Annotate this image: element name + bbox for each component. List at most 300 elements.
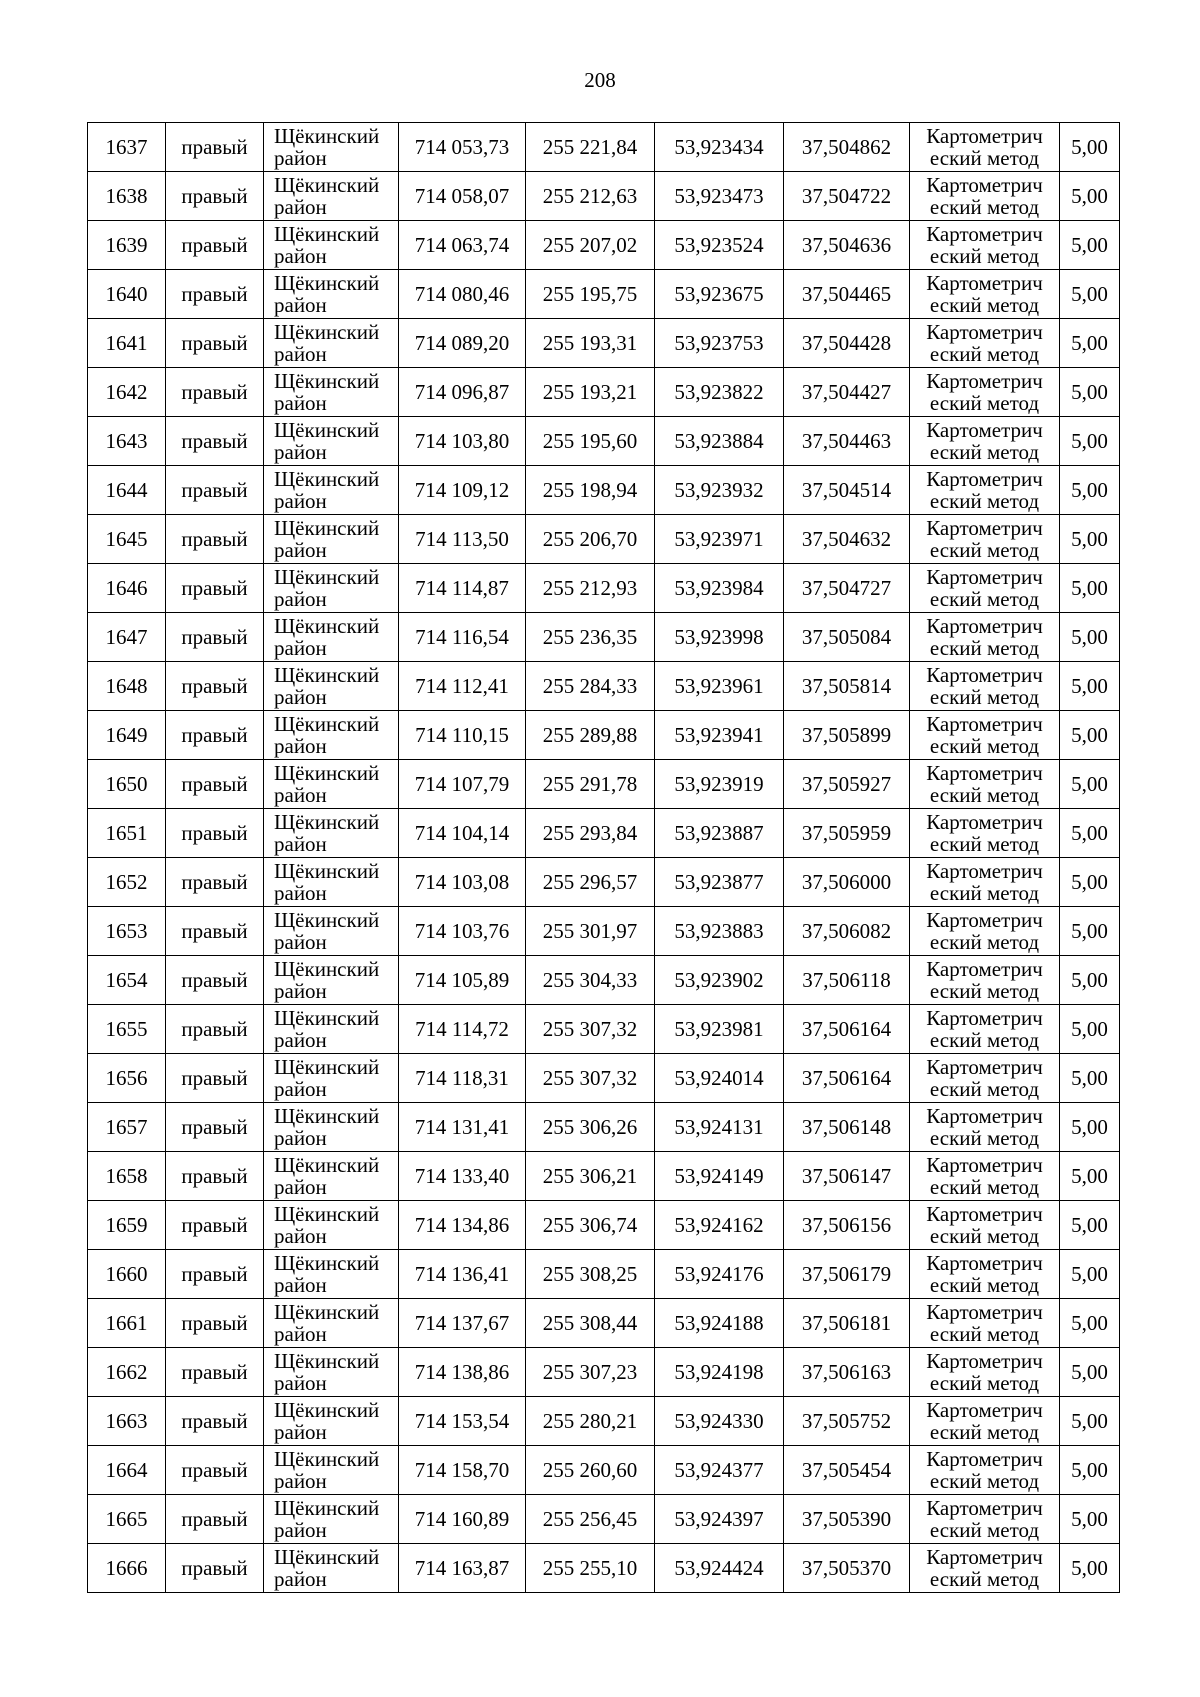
latitude-cell: 53,923932 (655, 466, 784, 515)
point-number-cell: 1642 (88, 368, 166, 417)
x-coordinate-cell: 714 134,86 (399, 1201, 526, 1250)
y-coordinate-cell: 255 307,32 (526, 1005, 655, 1054)
longitude-cell: 37,505084 (784, 613, 910, 662)
latitude-cell: 53,923998 (655, 613, 784, 662)
latitude-cell: 53,923883 (655, 907, 784, 956)
y-coordinate-cell: 255 308,25 (526, 1250, 655, 1299)
x-coordinate-cell: 714 137,67 (399, 1299, 526, 1348)
method-cell: Картометрич еский метод (910, 1348, 1060, 1397)
district-cell: Щёкинский район (264, 221, 399, 270)
district-cell: Щёкинский район (264, 466, 399, 515)
district-cell: Щёкинский район (264, 123, 399, 172)
point-number-cell: 1651 (88, 809, 166, 858)
x-coordinate-cell: 714 053,73 (399, 123, 526, 172)
point-number-cell: 1650 (88, 760, 166, 809)
accuracy-cell: 5,00 (1060, 858, 1120, 907)
longitude-cell: 37,504632 (784, 515, 910, 564)
method-cell: Картометрич еский метод (910, 172, 1060, 221)
y-coordinate-cell: 255 193,21 (526, 368, 655, 417)
method-cell: Картометрич еский метод (910, 417, 1060, 466)
table-row (88, 662, 1120, 711)
district-cell: Щёкинский район (264, 1544, 399, 1593)
point-number-cell: 1644 (88, 466, 166, 515)
method-cell: Картометрич еский метод (910, 270, 1060, 319)
accuracy-cell: 5,00 (1060, 1005, 1120, 1054)
accuracy-cell: 5,00 (1060, 613, 1120, 662)
point-number-cell: 1657 (88, 1103, 166, 1152)
point-number-cell: 1666 (88, 1544, 166, 1593)
longitude-cell: 37,506000 (784, 858, 910, 907)
x-coordinate-cell: 714 107,79 (399, 760, 526, 809)
longitude-cell: 37,505454 (784, 1446, 910, 1495)
y-coordinate-cell: 255 293,84 (526, 809, 655, 858)
table-row (88, 1250, 1120, 1299)
latitude-cell: 53,924176 (655, 1250, 784, 1299)
accuracy-cell: 5,00 (1060, 1103, 1120, 1152)
accuracy-cell: 5,00 (1060, 1201, 1120, 1250)
district-cell: Щёкинский район (264, 907, 399, 956)
y-coordinate-cell: 255 212,63 (526, 172, 655, 221)
accuracy-cell: 5,00 (1060, 319, 1120, 368)
latitude-cell: 53,924198 (655, 1348, 784, 1397)
table-row (88, 1446, 1120, 1495)
bank-side-cell: правый (166, 956, 264, 1005)
longitude-cell: 37,505752 (784, 1397, 910, 1446)
x-coordinate-cell: 714 110,15 (399, 711, 526, 760)
bank-side-cell: правый (166, 1495, 264, 1544)
y-coordinate-cell: 255 284,33 (526, 662, 655, 711)
method-cell: Картометрич еский метод (910, 858, 1060, 907)
point-number-cell: 1665 (88, 1495, 166, 1544)
point-number-cell: 1659 (88, 1201, 166, 1250)
bank-side-cell: правый (166, 907, 264, 956)
latitude-cell: 53,923877 (655, 858, 784, 907)
longitude-cell: 37,506082 (784, 907, 910, 956)
latitude-cell: 53,923961 (655, 662, 784, 711)
table-row (88, 1348, 1120, 1397)
accuracy-cell: 5,00 (1060, 907, 1120, 956)
latitude-cell: 53,923984 (655, 564, 784, 613)
district-cell: Щёкинский район (264, 760, 399, 809)
point-number-cell: 1640 (88, 270, 166, 319)
point-number-cell: 1647 (88, 613, 166, 662)
accuracy-cell: 5,00 (1060, 1299, 1120, 1348)
longitude-cell: 37,504514 (784, 466, 910, 515)
point-number-cell: 1646 (88, 564, 166, 613)
method-cell: Картометрич еский метод (910, 515, 1060, 564)
method-cell: Картометрич еский метод (910, 1397, 1060, 1446)
coordinates-table (87, 122, 1120, 1593)
accuracy-cell: 5,00 (1060, 1544, 1120, 1593)
district-cell: Щёкинский район (264, 515, 399, 564)
longitude-cell: 37,506163 (784, 1348, 910, 1397)
x-coordinate-cell: 714 114,87 (399, 564, 526, 613)
bank-side-cell: правый (166, 1544, 264, 1593)
table-row (88, 221, 1120, 270)
x-coordinate-cell: 714 114,72 (399, 1005, 526, 1054)
longitude-cell: 37,504463 (784, 417, 910, 466)
bank-side-cell: правый (166, 1054, 264, 1103)
point-number-cell: 1660 (88, 1250, 166, 1299)
x-coordinate-cell: 714 158,70 (399, 1446, 526, 1495)
district-cell: Щёкинский район (264, 613, 399, 662)
table-row (88, 956, 1120, 1005)
table-row (88, 1005, 1120, 1054)
y-coordinate-cell: 255 260,60 (526, 1446, 655, 1495)
y-coordinate-cell: 255 306,74 (526, 1201, 655, 1250)
method-cell: Картометрич еский метод (910, 368, 1060, 417)
table-body (88, 123, 1120, 1593)
district-cell: Щёкинский район (264, 319, 399, 368)
accuracy-cell: 5,00 (1060, 172, 1120, 221)
latitude-cell: 53,923753 (655, 319, 784, 368)
page-number: 208 (584, 68, 616, 92)
latitude-cell: 53,923981 (655, 1005, 784, 1054)
table-row (88, 1152, 1120, 1201)
accuracy-cell: 5,00 (1060, 956, 1120, 1005)
bank-side-cell: правый (166, 466, 264, 515)
district-cell: Щёкинский район (264, 172, 399, 221)
y-coordinate-cell: 255 236,35 (526, 613, 655, 662)
district-cell: Щёкинский район (264, 956, 399, 1005)
accuracy-cell: 5,00 (1060, 1250, 1120, 1299)
method-cell: Картометрич еский метод (910, 1152, 1060, 1201)
point-number-cell: 1649 (88, 711, 166, 760)
table-row (88, 515, 1120, 564)
longitude-cell: 37,504465 (784, 270, 910, 319)
table-row (88, 1544, 1120, 1593)
latitude-cell: 53,924188 (655, 1299, 784, 1348)
method-cell: Картометрич еский метод (910, 711, 1060, 760)
latitude-cell: 53,923941 (655, 711, 784, 760)
method-cell: Картометрич еский метод (910, 221, 1060, 270)
accuracy-cell: 5,00 (1060, 368, 1120, 417)
table-row (88, 1103, 1120, 1152)
longitude-cell: 37,506181 (784, 1299, 910, 1348)
method-cell: Картометрич еский метод (910, 1005, 1060, 1054)
district-cell: Щёкинский район (264, 809, 399, 858)
method-cell: Картометрич еский метод (910, 1201, 1060, 1250)
longitude-cell: 37,505899 (784, 711, 910, 760)
point-number-cell: 1637 (88, 123, 166, 172)
bank-side-cell: правый (166, 711, 264, 760)
latitude-cell: 53,923971 (655, 515, 784, 564)
method-cell: Картометрич еский метод (910, 1446, 1060, 1495)
district-cell: Щёкинский район (264, 564, 399, 613)
y-coordinate-cell: 255 212,93 (526, 564, 655, 613)
method-cell: Картометрич еский метод (910, 319, 1060, 368)
longitude-cell: 37,506164 (784, 1005, 910, 1054)
x-coordinate-cell: 714 103,08 (399, 858, 526, 907)
accuracy-cell: 5,00 (1060, 1054, 1120, 1103)
bank-side-cell: правый (166, 1446, 264, 1495)
x-coordinate-cell: 714 136,41 (399, 1250, 526, 1299)
x-coordinate-cell: 714 058,07 (399, 172, 526, 221)
y-coordinate-cell: 255 193,31 (526, 319, 655, 368)
accuracy-cell: 5,00 (1060, 1495, 1120, 1544)
point-number-cell: 1662 (88, 1348, 166, 1397)
bank-side-cell: правый (166, 1299, 264, 1348)
bank-side-cell: правый (166, 1152, 264, 1201)
x-coordinate-cell: 714 104,14 (399, 809, 526, 858)
x-coordinate-cell: 714 163,87 (399, 1544, 526, 1593)
district-cell: Щёкинский район (264, 1299, 399, 1348)
bank-side-cell: правый (166, 1103, 264, 1152)
y-coordinate-cell: 255 198,94 (526, 466, 655, 515)
longitude-cell: 37,506156 (784, 1201, 910, 1250)
table-row (88, 123, 1120, 172)
table-row (88, 613, 1120, 662)
bank-side-cell: правый (166, 221, 264, 270)
bank-side-cell: правый (166, 319, 264, 368)
table-row (88, 1495, 1120, 1544)
district-cell: Щёкинский район (264, 711, 399, 760)
point-number-cell: 1648 (88, 662, 166, 711)
method-cell: Картометрич еский метод (910, 662, 1060, 711)
method-cell: Картометрич еский метод (910, 1250, 1060, 1299)
point-number-cell: 1639 (88, 221, 166, 270)
method-cell: Картометрич еский метод (910, 1103, 1060, 1152)
y-coordinate-cell: 255 195,60 (526, 417, 655, 466)
latitude-cell: 53,924377 (655, 1446, 784, 1495)
x-coordinate-cell: 714 112,41 (399, 662, 526, 711)
longitude-cell: 37,506147 (784, 1152, 910, 1201)
y-coordinate-cell: 255 207,02 (526, 221, 655, 270)
latitude-cell: 53,924330 (655, 1397, 784, 1446)
longitude-cell: 37,504862 (784, 123, 910, 172)
longitude-cell: 37,504636 (784, 221, 910, 270)
table-row (88, 1397, 1120, 1446)
y-coordinate-cell: 255 206,70 (526, 515, 655, 564)
point-number-cell: 1643 (88, 417, 166, 466)
latitude-cell: 53,924149 (655, 1152, 784, 1201)
bank-side-cell: правый (166, 564, 264, 613)
table-row (88, 760, 1120, 809)
x-coordinate-cell: 714 103,76 (399, 907, 526, 956)
bank-side-cell: правый (166, 760, 264, 809)
point-number-cell: 1653 (88, 907, 166, 956)
latitude-cell: 53,923887 (655, 809, 784, 858)
x-coordinate-cell: 714 131,41 (399, 1103, 526, 1152)
x-coordinate-cell: 714 105,89 (399, 956, 526, 1005)
point-number-cell: 1641 (88, 319, 166, 368)
bank-side-cell: правый (166, 1005, 264, 1054)
table-row (88, 319, 1120, 368)
method-cell: Картометрич еский метод (910, 466, 1060, 515)
y-coordinate-cell: 255 307,23 (526, 1348, 655, 1397)
latitude-cell: 53,923473 (655, 172, 784, 221)
bank-side-cell: правый (166, 172, 264, 221)
accuracy-cell: 5,00 (1060, 1152, 1120, 1201)
x-coordinate-cell: 714 113,50 (399, 515, 526, 564)
point-number-cell: 1661 (88, 1299, 166, 1348)
point-number-cell: 1656 (88, 1054, 166, 1103)
longitude-cell: 37,505814 (784, 662, 910, 711)
table-row (88, 858, 1120, 907)
bank-side-cell: правый (166, 613, 264, 662)
district-cell: Щёкинский район (264, 270, 399, 319)
method-cell: Картометрич еский метод (910, 1544, 1060, 1593)
point-number-cell: 1638 (88, 172, 166, 221)
latitude-cell: 53,923902 (655, 956, 784, 1005)
accuracy-cell: 5,00 (1060, 123, 1120, 172)
method-cell: Картометрич еский метод (910, 907, 1060, 956)
method-cell: Картометрич еский метод (910, 956, 1060, 1005)
x-coordinate-cell: 714 118,31 (399, 1054, 526, 1103)
district-cell: Щёкинский район (264, 1054, 399, 1103)
bank-side-cell: правый (166, 515, 264, 564)
district-cell: Щёкинский район (264, 1005, 399, 1054)
y-coordinate-cell: 255 308,44 (526, 1299, 655, 1348)
accuracy-cell: 5,00 (1060, 515, 1120, 564)
bank-side-cell: правый (166, 1397, 264, 1446)
district-cell: Щёкинский район (264, 1250, 399, 1299)
x-coordinate-cell: 714 103,80 (399, 417, 526, 466)
method-cell: Картометрич еский метод (910, 564, 1060, 613)
bank-side-cell: правый (166, 1348, 264, 1397)
longitude-cell: 37,504722 (784, 172, 910, 221)
latitude-cell: 53,923524 (655, 221, 784, 270)
latitude-cell: 53,924131 (655, 1103, 784, 1152)
point-number-cell: 1663 (88, 1397, 166, 1446)
bank-side-cell: правый (166, 1201, 264, 1250)
accuracy-cell: 5,00 (1060, 760, 1120, 809)
bank-side-cell: правый (166, 270, 264, 319)
latitude-cell: 53,924397 (655, 1495, 784, 1544)
y-coordinate-cell: 255 195,75 (526, 270, 655, 319)
accuracy-cell: 5,00 (1060, 1446, 1120, 1495)
method-cell: Картометрич еский метод (910, 809, 1060, 858)
x-coordinate-cell: 714 133,40 (399, 1152, 526, 1201)
table-row (88, 1201, 1120, 1250)
latitude-cell: 53,923434 (655, 123, 784, 172)
x-coordinate-cell: 714 160,89 (399, 1495, 526, 1544)
accuracy-cell: 5,00 (1060, 417, 1120, 466)
x-coordinate-cell: 714 063,74 (399, 221, 526, 270)
accuracy-cell: 5,00 (1060, 466, 1120, 515)
table-row (88, 1299, 1120, 1348)
district-cell: Щёкинский район (264, 1103, 399, 1152)
y-coordinate-cell: 255 296,57 (526, 858, 655, 907)
y-coordinate-cell: 255 289,88 (526, 711, 655, 760)
longitude-cell: 37,505927 (784, 760, 910, 809)
table-row (88, 907, 1120, 956)
accuracy-cell: 5,00 (1060, 564, 1120, 613)
y-coordinate-cell: 255 304,33 (526, 956, 655, 1005)
table-row (88, 564, 1120, 613)
table-row (88, 368, 1120, 417)
accuracy-cell: 5,00 (1060, 270, 1120, 319)
district-cell: Щёкинский район (264, 1446, 399, 1495)
method-cell: Картометрич еский метод (910, 123, 1060, 172)
bank-side-cell: правый (166, 1250, 264, 1299)
longitude-cell: 37,506164 (784, 1054, 910, 1103)
method-cell: Картометрич еский метод (910, 760, 1060, 809)
bank-side-cell: правый (166, 858, 264, 907)
table-row (88, 809, 1120, 858)
accuracy-cell: 5,00 (1060, 221, 1120, 270)
bank-side-cell: правый (166, 123, 264, 172)
longitude-cell: 37,505959 (784, 809, 910, 858)
district-cell: Щёкинский район (264, 1201, 399, 1250)
y-coordinate-cell: 255 301,97 (526, 907, 655, 956)
y-coordinate-cell: 255 291,78 (526, 760, 655, 809)
point-number-cell: 1664 (88, 1446, 166, 1495)
bank-side-cell: правый (166, 417, 264, 466)
point-number-cell: 1658 (88, 1152, 166, 1201)
x-coordinate-cell: 714 109,12 (399, 466, 526, 515)
table-row (88, 172, 1120, 221)
district-cell: Щёкинский район (264, 1348, 399, 1397)
latitude-cell: 53,923675 (655, 270, 784, 319)
district-cell: Щёкинский район (264, 858, 399, 907)
district-cell: Щёкинский район (264, 1397, 399, 1446)
longitude-cell: 37,506118 (784, 956, 910, 1005)
longitude-cell: 37,504727 (784, 564, 910, 613)
y-coordinate-cell: 255 307,32 (526, 1054, 655, 1103)
latitude-cell: 53,924424 (655, 1544, 784, 1593)
accuracy-cell: 5,00 (1060, 711, 1120, 760)
y-coordinate-cell: 255 221,84 (526, 123, 655, 172)
table-row (88, 417, 1120, 466)
district-cell: Щёкинский район (264, 1495, 399, 1544)
latitude-cell: 53,924162 (655, 1201, 784, 1250)
longitude-cell: 37,506179 (784, 1250, 910, 1299)
x-coordinate-cell: 714 116,54 (399, 613, 526, 662)
longitude-cell: 37,504428 (784, 319, 910, 368)
point-number-cell: 1652 (88, 858, 166, 907)
y-coordinate-cell: 255 306,26 (526, 1103, 655, 1152)
x-coordinate-cell: 714 089,20 (399, 319, 526, 368)
district-cell: Щёкинский район (264, 662, 399, 711)
accuracy-cell: 5,00 (1060, 662, 1120, 711)
latitude-cell: 53,923822 (655, 368, 784, 417)
longitude-cell: 37,505370 (784, 1544, 910, 1593)
table-row (88, 711, 1120, 760)
x-coordinate-cell: 714 080,46 (399, 270, 526, 319)
accuracy-cell: 5,00 (1060, 809, 1120, 858)
table-row (88, 270, 1120, 319)
latitude-cell: 53,923884 (655, 417, 784, 466)
x-coordinate-cell: 714 138,86 (399, 1348, 526, 1397)
bank-side-cell: правый (166, 809, 264, 858)
accuracy-cell: 5,00 (1060, 1397, 1120, 1446)
longitude-cell: 37,506148 (784, 1103, 910, 1152)
district-cell: Щёкинский район (264, 417, 399, 466)
bank-side-cell: правый (166, 662, 264, 711)
y-coordinate-cell: 255 306,21 (526, 1152, 655, 1201)
table-row (88, 1054, 1120, 1103)
method-cell: Картометрич еский метод (910, 1299, 1060, 1348)
method-cell: Картометрич еский метод (910, 1054, 1060, 1103)
latitude-cell: 53,924014 (655, 1054, 784, 1103)
longitude-cell: 37,504427 (784, 368, 910, 417)
longitude-cell: 37,505390 (784, 1495, 910, 1544)
point-number-cell: 1645 (88, 515, 166, 564)
x-coordinate-cell: 714 096,87 (399, 368, 526, 417)
y-coordinate-cell: 255 255,10 (526, 1544, 655, 1593)
x-coordinate-cell: 714 153,54 (399, 1397, 526, 1446)
bank-side-cell: правый (166, 368, 264, 417)
point-number-cell: 1655 (88, 1005, 166, 1054)
point-number-cell: 1654 (88, 956, 166, 1005)
district-cell: Щёкинский район (264, 1152, 399, 1201)
method-cell: Картометрич еский метод (910, 1495, 1060, 1544)
district-cell: Щёкинский район (264, 368, 399, 417)
table-row (88, 466, 1120, 515)
method-cell: Картометрич еский метод (910, 613, 1060, 662)
accuracy-cell: 5,00 (1060, 1348, 1120, 1397)
